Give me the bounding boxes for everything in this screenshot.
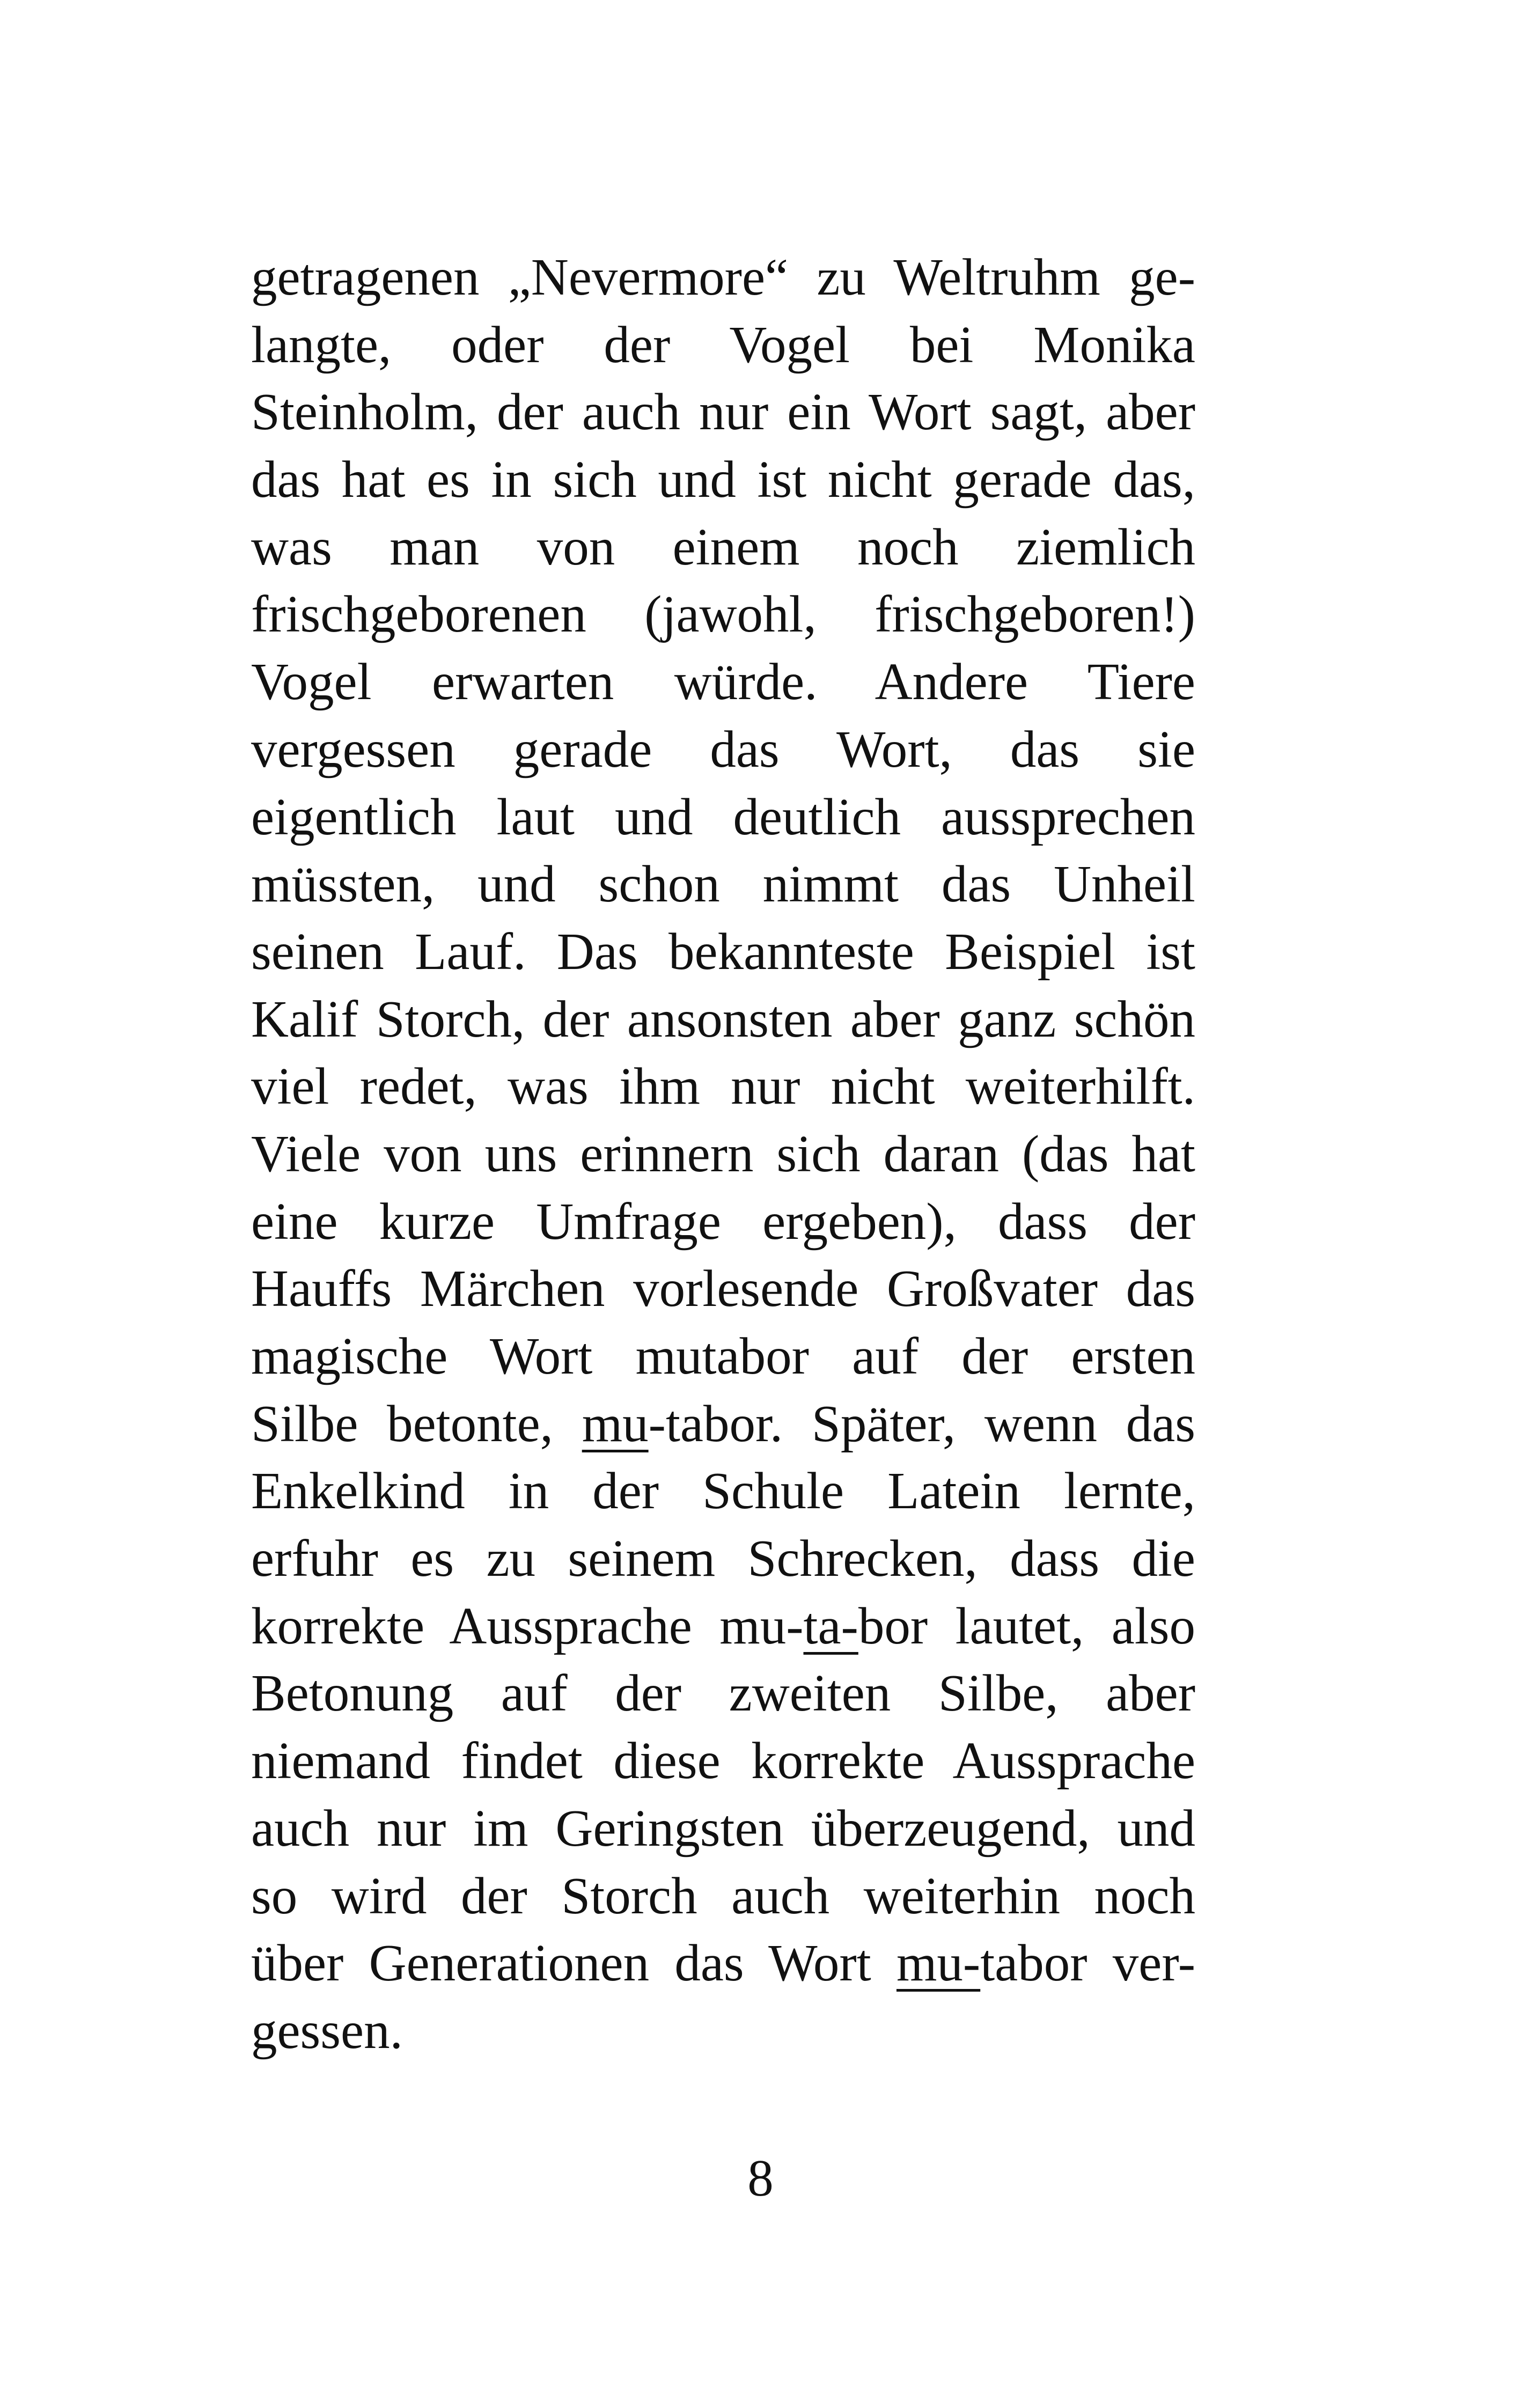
text-line: Vogel erwarten würde. Andere Tiere: [251, 653, 1195, 711]
text-line: frischgeborenen (jawohl, frischgeboren!): [251, 585, 1195, 643]
text-line: Kalif Storch, der ansonsten aber ganz schön: [251, 990, 1195, 1048]
underlined-syllable: mu: [582, 1394, 649, 1452]
text-line: Betonung auf der zweiten Silbe, aber: [251, 1664, 1195, 1722]
text-line: niemand findet diese korrekte Aussprache: [251, 1732, 1195, 1790]
text-line: magische Wort mutabor auf der ersten: [251, 1327, 1195, 1385]
page-number: 8: [747, 2149, 774, 2207]
text-line: getragenen „Nevermore“ zu Weltruhm ge-: [251, 248, 1195, 306]
text-line: erfuhr es zu seinem Schrecken, dass die: [251, 1530, 1195, 1588]
text-line: vergessen gerade das Wort, das sie: [251, 720, 1195, 778]
text-line: Hauffs Märchen vorlesende Großvater das: [251, 1260, 1195, 1318]
text-line: was man von einem noch ziemlich: [251, 518, 1195, 576]
text-line: eigentlich laut und deutlich aussprechen: [251, 788, 1195, 846]
text-line: so wird der Storch auch weiterhin noch: [251, 1867, 1195, 1925]
text-line: seinen Lauf. Das bekannteste Beispiel ist: [251, 922, 1195, 980]
text-line: Silbe betonte, mu-tabor. Später, wenn das: [251, 1394, 1195, 1452]
text-line: über Generationen das Wort mu-tabor ver-: [251, 1934, 1195, 1992]
text-line: das hat es in sich und ist nicht gerade das,: [251, 451, 1195, 509]
text-line: Steinholm, der auch nur ein Wort sagt, aber: [251, 383, 1195, 441]
text-line: korrekte Aussprache mu-ta-bor lautet, also: [251, 1597, 1195, 1655]
underlined-syllable: mu-: [896, 1934, 981, 1992]
underlined-syllable: ta-: [803, 1597, 858, 1655]
text-line: auch nur im Geringsten überzeugend, und: [251, 1799, 1195, 1857]
text-line: Enkelkind in der Schule Latein lernte,: [251, 1462, 1195, 1520]
text-line: langte, oder der Vogel bei Monika: [251, 315, 1195, 373]
text-line: viel redet, was ihm nur nicht weiterhilft.: [251, 1058, 1195, 1115]
text-line: gessen.: [251, 2001, 403, 2059]
text-line: eine kurze Umfrage ergeben), dass der: [251, 1192, 1195, 1250]
body-text: [251, 244, 1195, 2065]
text-line: Viele von uns erinnern sich daran (das hat: [251, 1125, 1195, 1183]
text-line: müssten, und schon nimmt das Unheil: [251, 855, 1195, 913]
